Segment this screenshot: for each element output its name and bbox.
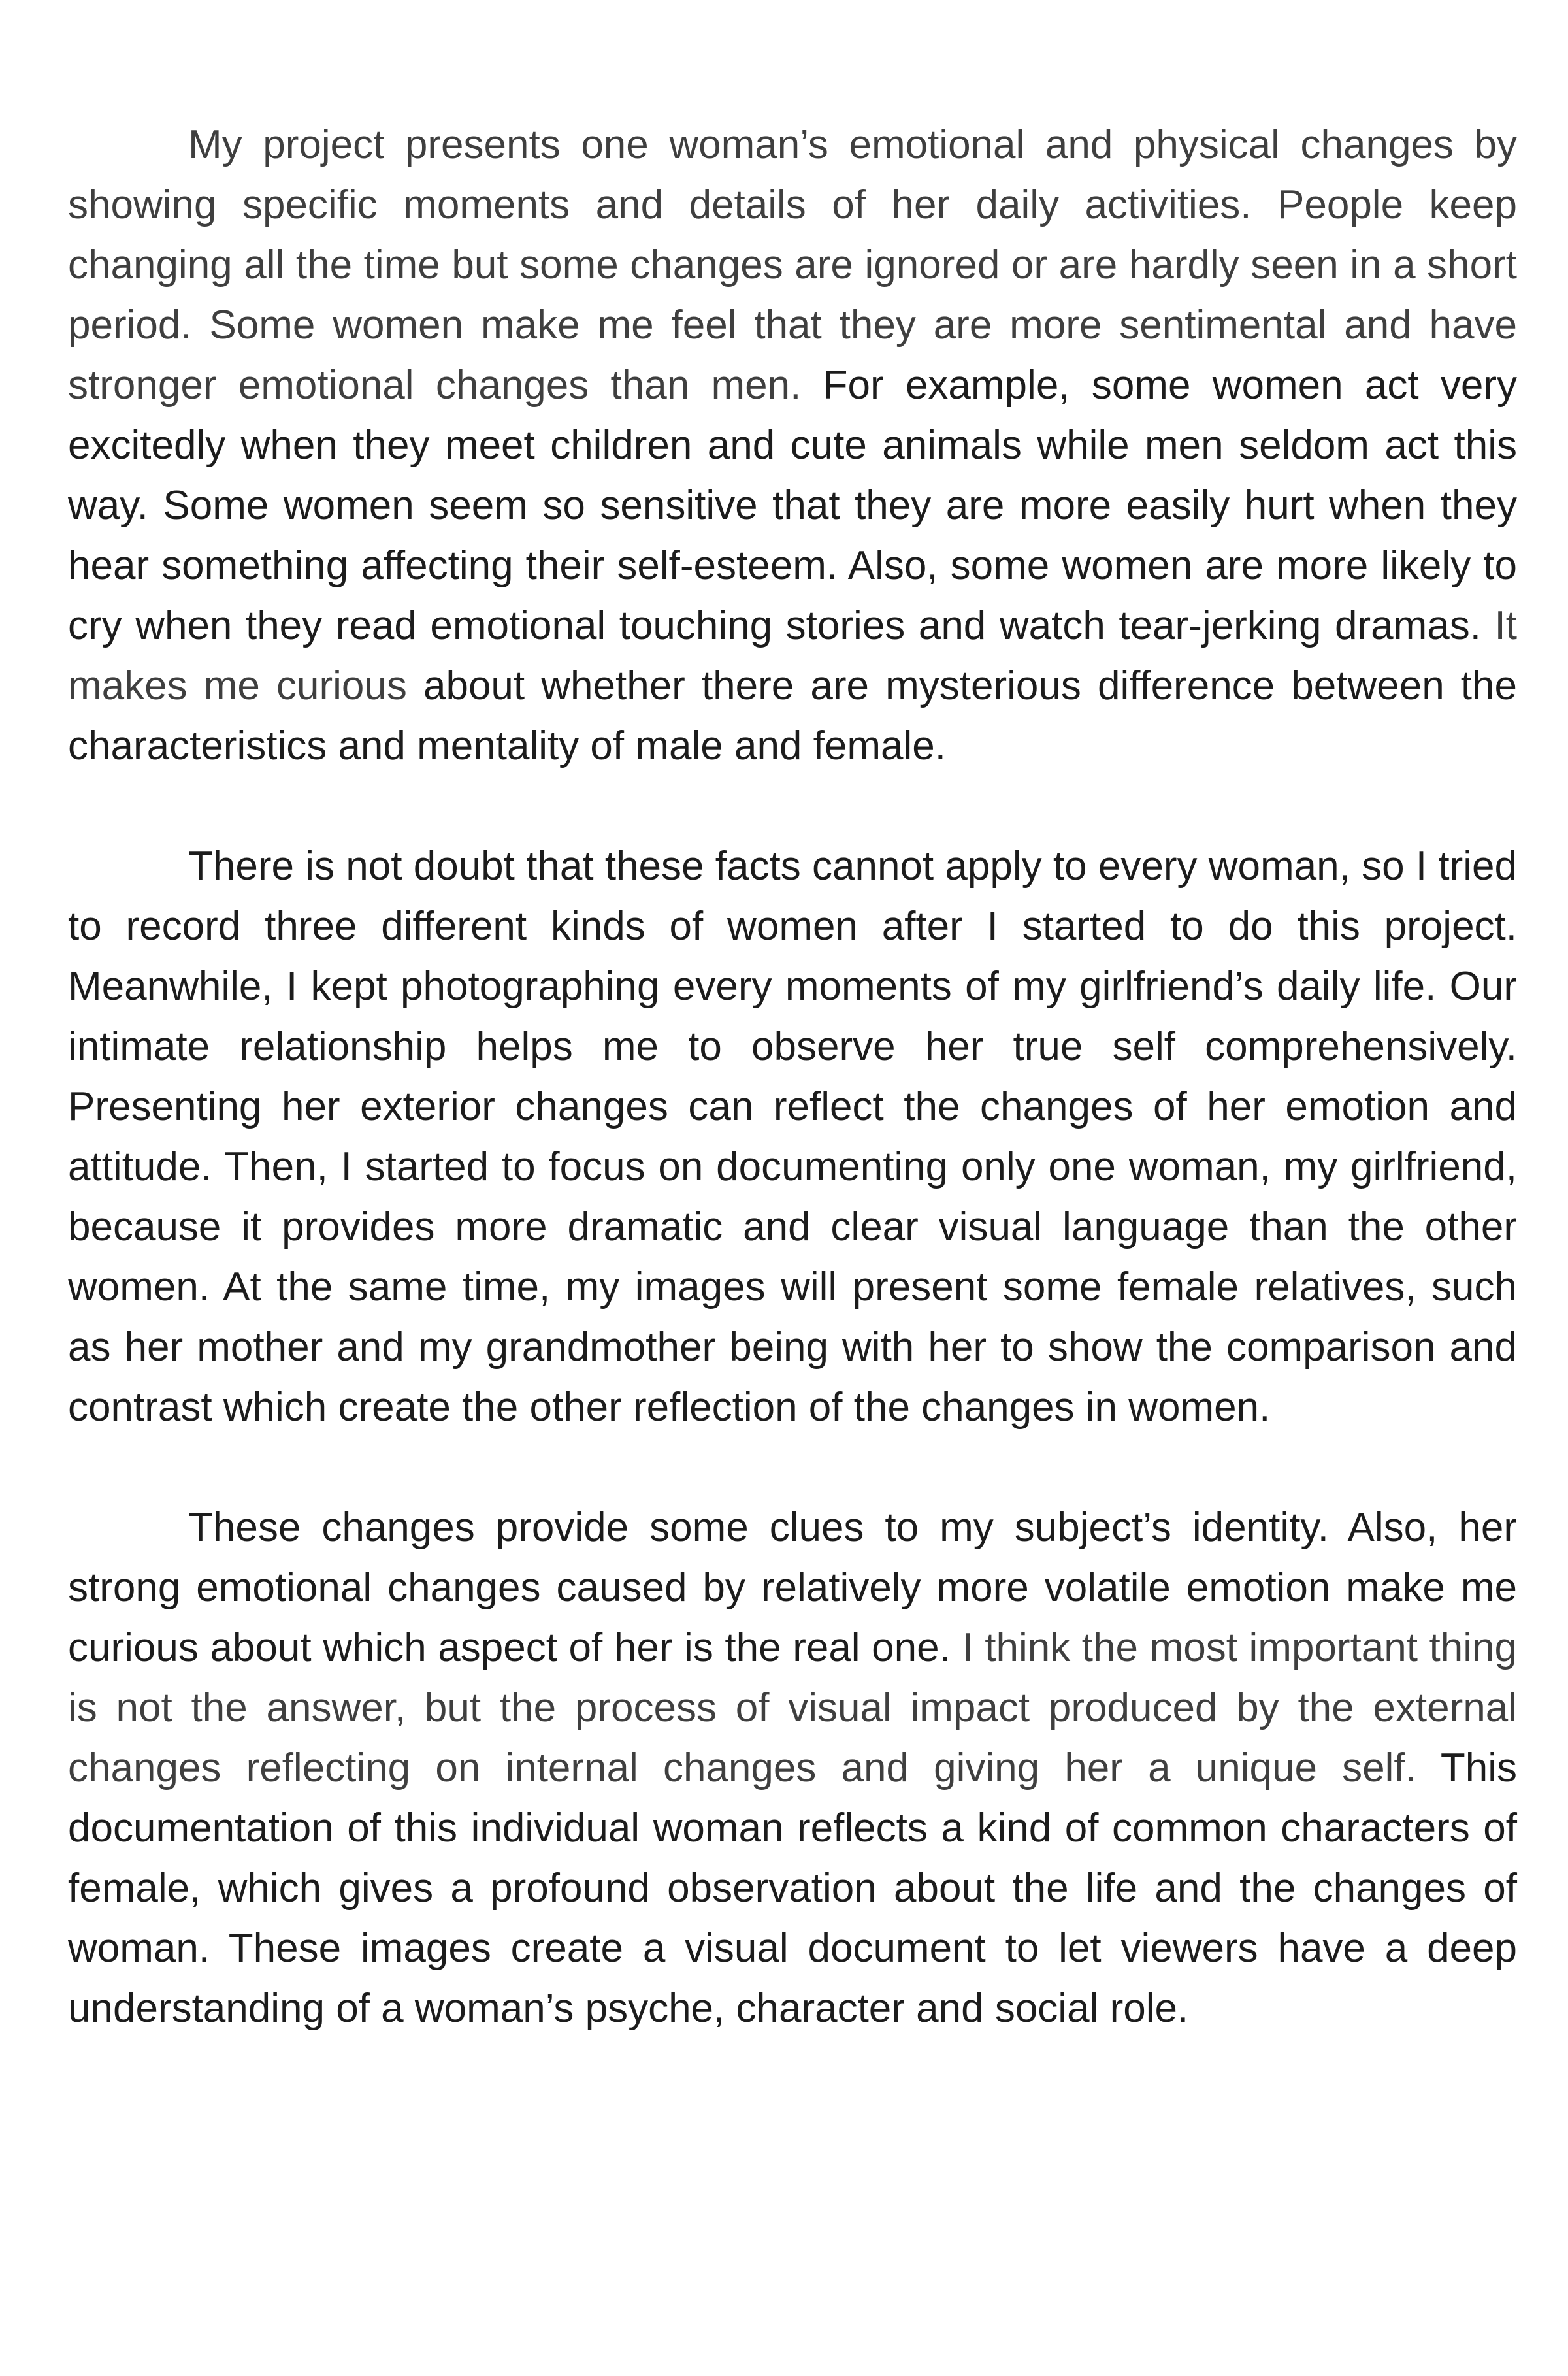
- paragraph-1-segment-1: My project presents one woman’s emotional and physical changes by showing specific moments and details of her daily activities. People keep changing all the time but some changes are ignored or are hardly seen in a short period. Some women make me feel that they are more sentimental and have stronger emotional changes than men.: [68, 122, 1517, 408]
- paragraph-2-segment-1: There is not doubt that these facts cannot apply to every woman, so I tried to record three different kinds of women after I started to do this project. Meanwhile, I kept photographing every moments of my girlfriend’s daily life. Our intimate relationship helps me to observe her true self comprehensively. Presenting her exterior changes can reflect the changes of her emotion and attitude. Then, I started to focus on documenting only one woman, my girlfriend, because it provides more dramatic and clear visual language than the other women. At the same time, my images will present some female relatives, such as her mother and my grandmother being with her to show the comparison and contrast which create the other reflection of the changes in women.: [68, 844, 1517, 1430]
- paragraph-1-segment-3: It makes me curious: [68, 603, 1517, 708]
- paragraph-1-segment-2: For example, some women act very excitedly when they meet children and cute animals while men seldom act this way. Some women seem so sensitive that they are more easily hurt when they hear something affecting their self-esteem. Also, some women are more likely to cry when they read emotional touching stories and watch tear-jerking dramas.: [68, 363, 1518, 648]
- document-body: [68, 115, 1517, 2039]
- paragraph-method: [68, 836, 1517, 1438]
- paragraph-3-segment-2: I think the most important thing is not the answer, but the process of visual impact produced by the external changes reflecting on internal changes and giving her a unique self.: [68, 1625, 1518, 1790]
- paragraph-3-segment-1: These changes provide some clues to my subject’s identity. Also, her strong emotional changes caused by relatively more volatile emotion make me curious about which aspect of her is the real one.: [68, 1505, 1517, 1670]
- paragraph-conclusion: [68, 1498, 1517, 2039]
- paragraph-3-segment-3: This documentation of this individual woman reflects a kind of common characters of female, which gives a profound observation about the life and the changes of woman. These images create a visual document to let viewers have a deep understanding of a woman’s psyche, character and social role.: [68, 1745, 1517, 2031]
- paragraph-project-intro: [68, 115, 1517, 776]
- paragraph-1-segment-4: about whether there are mysterious difference between the characteristics and mentality of male and female.: [68, 663, 1517, 768]
